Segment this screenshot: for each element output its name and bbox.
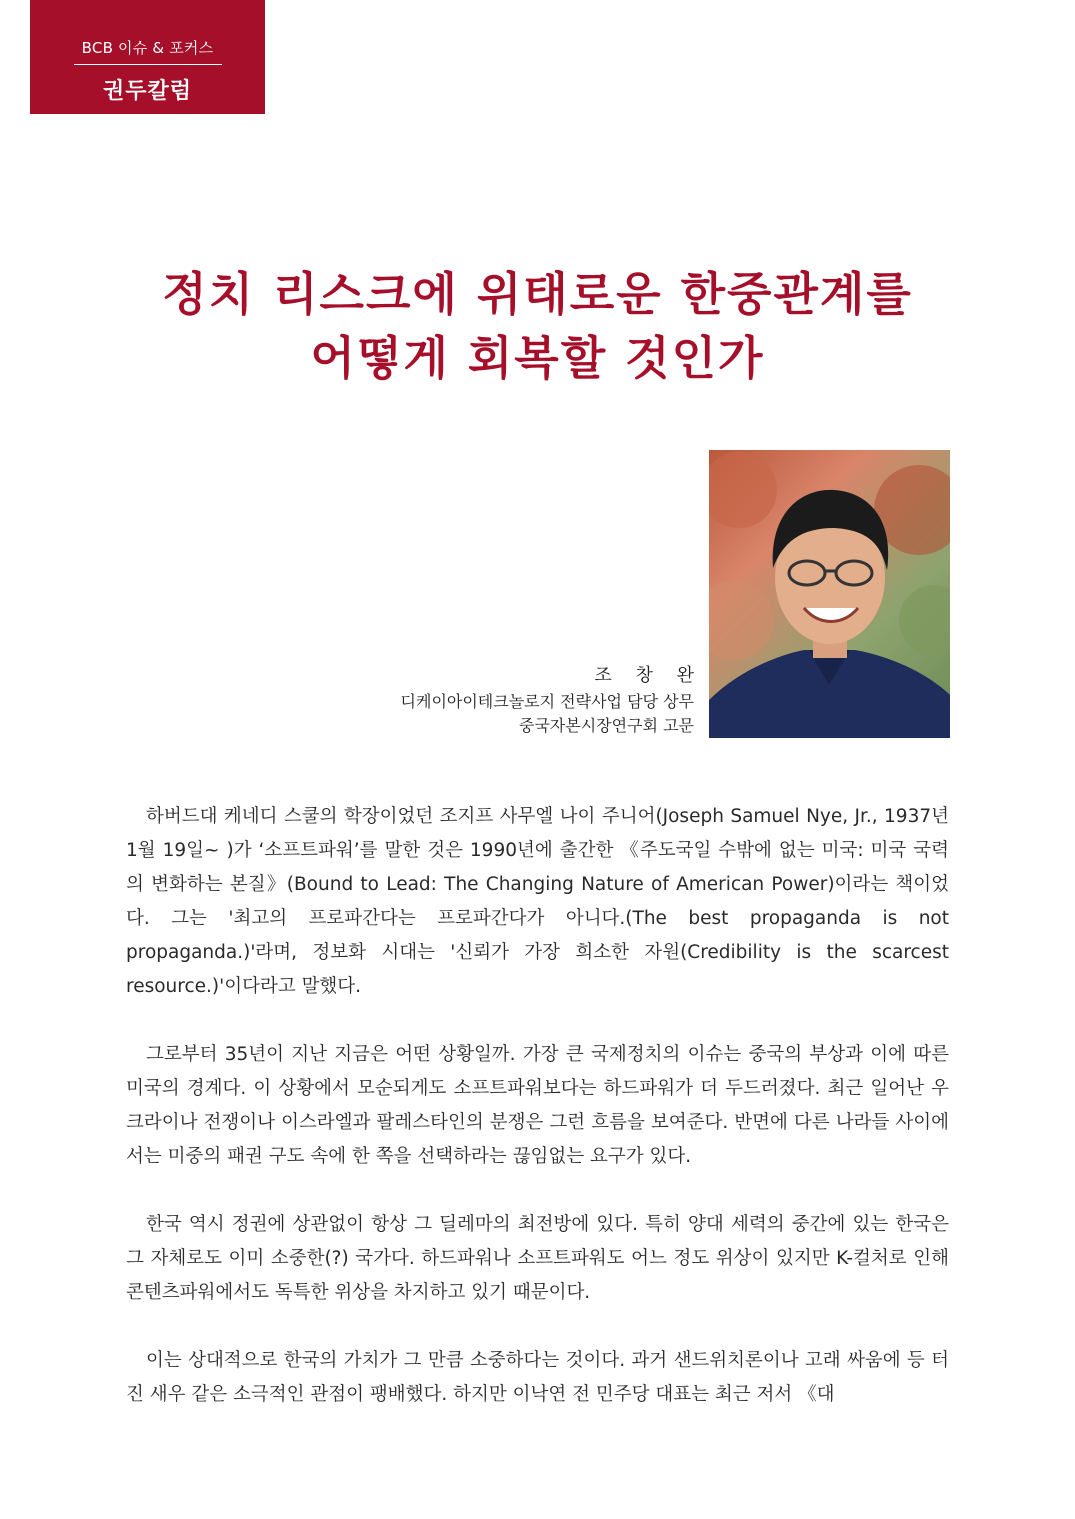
section-header-tab <box>30 0 265 114</box>
column-label: 권두칼럼 <box>102 79 192 104</box>
author-byline <box>400 664 703 738</box>
body-paragraph: 한국 역시 정권에 상관없이 항상 그 딜레마의 최전방에 있다. 특히 양대 세력의 중간에 있는 한국은 그 자체로도 이미 소중한(?) 국가다. 하드파워나 소프트파워도 어느 정도 위상이 있지만 K-컬처로 인해 콘텐츠파워에서도 독특한 위상을 차지하고 있기 때문이다. <box>126 1214 949 1303</box>
article-title-line-1: 정치 리스크에 위태로운 한중관계를 <box>162 267 913 321</box>
header-divider <box>74 64 222 65</box>
article-title-line-2: 어떻게 회복할 것인가 <box>310 331 765 385</box>
author-portrait-photo <box>709 450 950 738</box>
article-title <box>60 262 1015 390</box>
body-paragraph: 그로부터 35년이 지난 지금은 어떤 상황일까. 가장 큰 국제정치의 이슈는 중국의 부상과 이에 따른 미국의 경계다. 이 상황에서 모순되게도 소프트파워보다는 하드파워가 더 두드러졌다. 최근 일어난 우크라이나 전쟁이나 이스라엘과 팔레스타인의 분쟁은 그런 흐름을 보여준다. 반면에 다른 나라들 사이에서는 미중의 패권 구도 속에 한 쪽을 선택하라는 끊임없는 요구가 있다. <box>126 1044 949 1167</box>
body-paragraph: 이는 상대적으로 한국의 가치가 그 만큼 소중하다는 것이다. 과거 샌드위치론이나 고래 싸움에 등 터진 새우 같은 소극적인 관점이 팽배했다. 하지만 이낙연 전 민주당 대표는 최근 저서 《대 <box>126 1350 949 1405</box>
author-position: 디케이아이테크놀로지 전략사업 담당 상무 <box>400 692 694 711</box>
author-name: 조 창 완 <box>594 665 703 686</box>
author-portrait-icon <box>709 450 950 738</box>
section-label: BCB 이슈 & 포커스 <box>81 39 214 57</box>
body-paragraph: 하버드대 케네디 스쿨의 학장이었던 조지프 사무엘 나이 주니어(Joseph Samuel Nye, Jr., 1937년 1월 19일~ )가 ‘소프트파워’를 말한 것은 1990년에 출간한 《주도국일 수밖에 없는 미국: 미국 국력의 변화하는 본질》(Bound to Lead: The Changing Nature of American Power)이라는 책이었다. 그는 '최고의 프로파간다는 프로파간다가 아니다.(The best propaganda is not propaganda.)'라며, 정보화 시대는 '신뢰가 가장 희소한 자원(Credibility is the scarcest resource.)'이다라고 말했다. <box>126 806 949 997</box>
author-affiliation: 중국자본시장연구회 고문 <box>518 716 694 735</box>
article-body <box>126 800 949 1446</box>
